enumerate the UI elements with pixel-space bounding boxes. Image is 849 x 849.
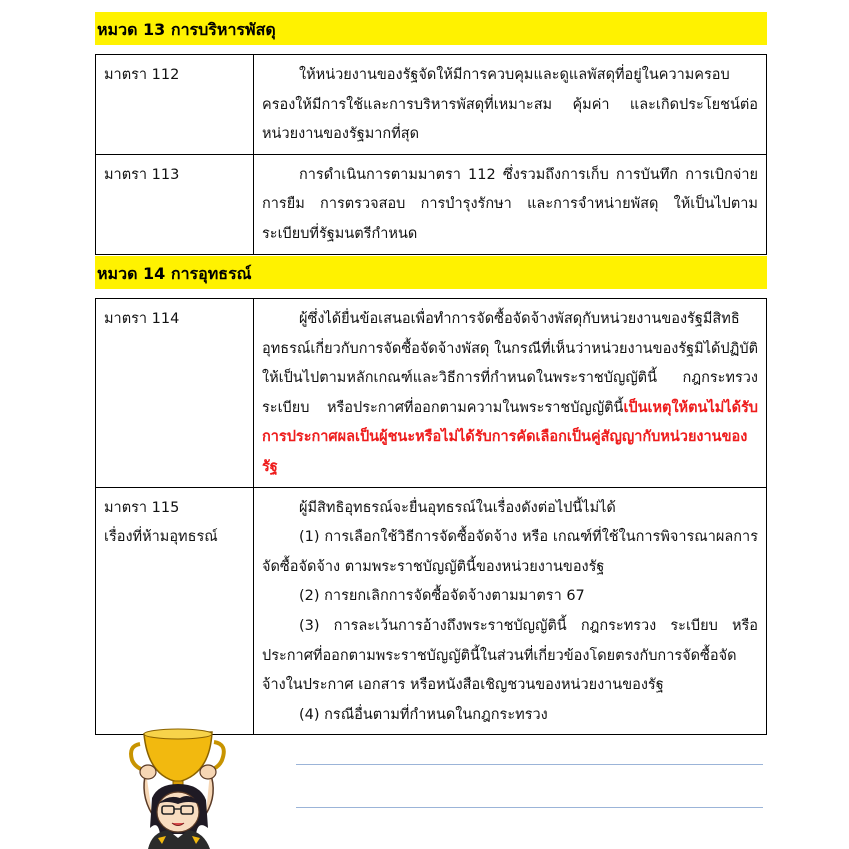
article-112-label: มาตรา 112 [104, 67, 180, 83]
article-115-label: มาตรา 115 [104, 499, 180, 516]
table-row [96, 487, 767, 735]
article-label-cell [96, 55, 254, 155]
table-row [96, 154, 767, 254]
section-13-title: หมวด 13 การบริหารพัสดุ [97, 20, 276, 39]
article-label-cell [96, 487, 254, 735]
article-114-paragraph [262, 305, 758, 483]
table-row [96, 299, 767, 488]
section-13-header [95, 12, 767, 45]
table-row [96, 55, 767, 155]
article-115-item-4: (4) กรณีอื่นตามที่กำหนดในกฎกระทรวง [299, 706, 548, 723]
note-line [296, 764, 763, 765]
article-114-highlight: เป็นเหตุให้ตนไม่ได้รับการประกาศผลเป็นผู้ชนะหรือไม่ได้รับการคัดเลือกเป็นคู่สัญญากับหน่วยงานของรัฐ [262, 399, 758, 475]
article-115-item-1: (1) การเลือกใช้วิธีการจัดซื้อจัดจ้าง หรือ เกณฑ์ที่ใช้ในการพิจารณาผลการจัดซื้อจัดจ้าง ตามพระราชบัญญัตินี้ของหน่วยงานของรัฐ [262, 529, 758, 575]
article-115-item-3: (3) การละเว้นการอ้างถึงพระราชบัญญัตินี้ กฎกระทรวง ระเบียบ หรือประกาศที่ออกตามพระราชบัญญัตินี้ในส่วนที่เกี่ยวข้องโดยตรงกับการจัดซื้อจัดจ้างในประกาศ เอกสาร หรือหนังสือเชิญชวนของหน่วยงานของรัฐ [262, 617, 758, 694]
note-line [296, 807, 763, 808]
girl-trophy-illustration [118, 724, 243, 849]
section-14-table [95, 298, 767, 735]
article-113-label: มาตรา 113 [104, 166, 180, 183]
article-113-text: การดำเนินการตามมาตรา 112 ซึ่งรวมถึงการเก็บ การบันทึก การเบิกจ่าย การยืม การตรวจสอบ การบำรุงรักษา และการจำหน่ายพัสดุ ให้เป็นไปตามระเบียบที่รัฐมนตรีกำหนด [262, 166, 758, 242]
article-114-label: มาตรา 114 [104, 311, 180, 327]
section-13-table [95, 54, 767, 255]
article-label-cell [96, 299, 254, 488]
section-14-title: หมวด 14 การอุทธรณ์ [97, 264, 252, 283]
article-115-intro: ผู้มีสิทธิอุทธรณ์จะยื่นอุทธรณ์ในเรื่องดังต่อไปนี้ไม่ได้ [299, 499, 616, 516]
article-label-cell [96, 154, 254, 254]
article-114-text: ผู้ซึ่งได้ยื่นข้อเสนอเพื่อทำการจัดซื้อจัดจ้างพัสดุกับหน่วยงานของรัฐมีสิทธิอุทธรณ์เกี่ยวกับการจัดซื้อจัดจ้างพัสดุ ในกรณีที่เห็นว่าหน่วยงานของรัฐมิได้ปฏิบัติให้เป็นไปตามหลักเกณฑ์และวิธีการที่กำหนดในพระราชบัญญัตินี้ กฎกระทรวง ระเบียบ หรือประกาศที่ออกตามความในพระราชบัญญัตินี้ [262, 311, 758, 416]
article-text-cell [254, 55, 767, 155]
article-text-cell [254, 299, 767, 488]
article-112-text: ให้หน่วยงานของรัฐจัดให้มีการควบคุมและดูแลพัสดุที่อยู่ในความครอบครองให้มีการใช้และการบริหารพัสดุที่เหมาะสม คุ้มค่า และเกิดประโยชน์ต่อหน่วยงานของรัฐมากที่สุด [262, 67, 758, 143]
article-text-cell [254, 154, 767, 254]
article-text-cell [254, 487, 767, 735]
section-14-header [95, 256, 767, 289]
article-115-sublabel: เรื่องที่ห้ามอุทธรณ์ [104, 528, 218, 545]
article-115-item-2: (2) การยกเลิกการจัดซื้อจัดจ้างตามมาตรา 67 [299, 588, 585, 605]
